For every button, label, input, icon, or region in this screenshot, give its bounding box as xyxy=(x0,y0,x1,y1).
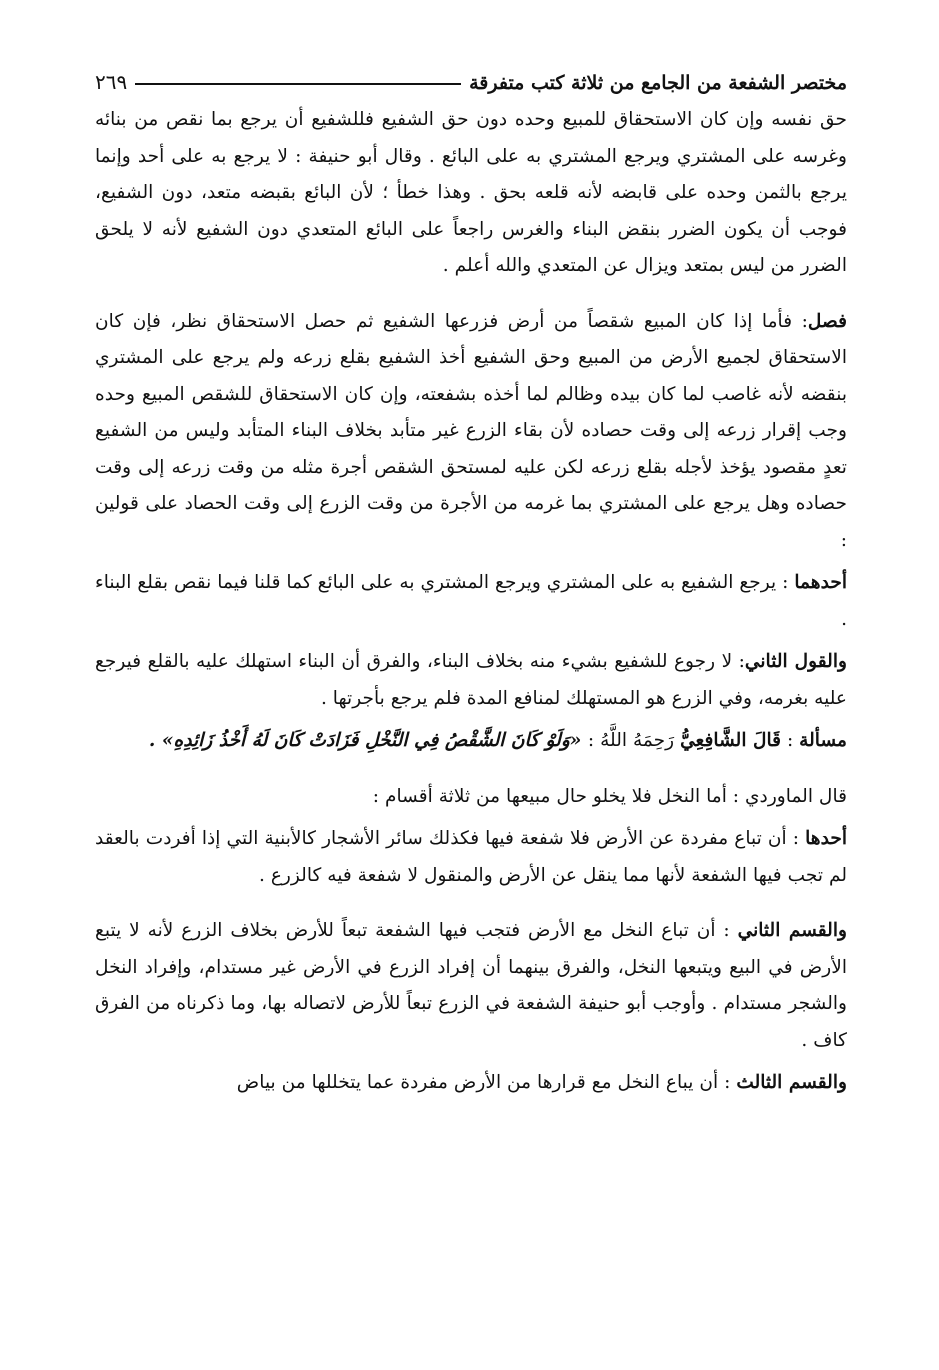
paragraph-3 xyxy=(95,565,847,638)
paragraph-text: : يرجع الشفيع به على المشتري ويرجع المشتري به على البائع كما قلنا فيما نقص بقلع البناء . xyxy=(95,572,847,630)
speaker-tail: رَحِمَهُ اللَّهُ : xyxy=(587,730,681,751)
paragraph-5-masala xyxy=(95,723,847,760)
section-lead: والقول الثاني xyxy=(744,651,847,672)
speaker-name: قَالَ الشَّافِعِيُّ xyxy=(680,730,782,751)
page-number: ٢٦٩ xyxy=(95,70,128,94)
paragraph-7 xyxy=(95,821,847,894)
quoted-text: «وَلَوْ كَانَ الشَّقْصُ فِي النَّخْلِ فَزَادَتْ كَانَ لَهُ أَخْذُ زَائِدِهِ» . xyxy=(148,730,588,751)
running-header-title: مختصر الشفعة من الجامع من ثلاثة كتب متفرقة xyxy=(469,72,847,94)
running-header xyxy=(95,56,847,94)
paragraph-text: قال الماوردي : أما النخل فلا يخلو حال مبيعها من ثلاثة أقسام : xyxy=(372,785,847,807)
section-lead-masala: مسألة xyxy=(799,730,847,751)
paragraph-text: : لا رجوع للشفيع بشيء منه بخلاف البناء، والفرق أن البناء استهلك عليه بالقلع فيرجع عليه بغرمه، وفي الزرع هو المستهلك لمنافع المدة فلم يرجع بأجرتها . xyxy=(95,651,847,709)
document-page xyxy=(95,56,847,1102)
section-lead: والقسم الثالث xyxy=(736,1072,847,1093)
header-rule xyxy=(135,83,461,85)
paragraph-8 xyxy=(95,913,847,1059)
paragraph-6 xyxy=(95,779,847,816)
section-lead: أحدها xyxy=(805,828,847,849)
paragraph-1 xyxy=(95,102,847,285)
paragraph-4 xyxy=(95,644,847,717)
section-lead-fasl: فصل xyxy=(807,310,847,332)
section-lead: والقسم الثاني xyxy=(737,920,847,941)
paragraph-text: : أن تباع مفردة عن الأرض فلا شفعة فيها فكذلك سائر الأشجار كالأبنية التي إذا أفردت بالعقد لم تجب فيها الشفعة لأنها مما ينقل عن الأرض والمنقول لا شفعة فيه كالزرع . xyxy=(95,828,847,886)
paragraph-text: : أن يباع النخل مع قرارها من الأرض مفردة عما يتخللها من بياض xyxy=(236,1072,731,1093)
section-lead: أحدهما xyxy=(794,572,847,593)
paragraph-text: : فأما إذا كان المبيع شقصاً من أرض فزرعها الشفيع ثم حصل الاستحقاق نظر، فإن كان الاستحقاق لجميع الأرض من المبيع وحق الشفيع أخذ الشفيع بقلع زرعه ولم يرجع على المشتري بنقضه لأنه غاصب لما كان بيده وظالم لما أخذه بشفعته، وإن كان الاستحقاق للشقص المبيع وحده وجب إقرار زرعه إلى وقت حصاده لأن بقاء الزرع غير متأبد بخلاف البناء المتأبد وليس من الشفيع تعدٍ مقصود يؤخذ لأجله بقلع زرعه لكن عليه لمستحق الشقص أجرة مثله من وقت زرعه إلى وقت حصاده وهل يرجع على المشتري بما غرمه من الأجرة من وقت الزرع إلى وقت الحصاد على قولين : xyxy=(95,310,847,551)
paragraph-2 xyxy=(95,304,847,560)
masala-intro: : xyxy=(781,730,800,751)
paragraph-9 xyxy=(95,1065,847,1102)
paragraph-text: حق نفسه وإن كان الاستحقاق للمبيع وحده دون حق الشفيع فللشفيع أن يرجع بما نقص من بنائه وغرسه على المشتري ويرجع المشتري به على البائع . وقال أبو حنيفة : لا يرجع به على أحد وإنما يرجع بالثمن وحده على قابضه لأنه قلعه بحق . وهذا خطأ ؛ لأن البائع بقبضه متعد، دون الشفيع، فوجب أن يكون الضرر بنقض البناء والغرس راجعاً على البائع المتعدي دون الشفيع لأنه لا يلحق الضرر من ليس بمتعد ويزال عن المتعدي والله أعلم . xyxy=(95,109,847,276)
paragraph-text: : أن تباع النخل مع الأرض فتجب فيها الشفعة تبعاً للأرض بخلاف الزرع لأنه لا يتبع الأرض في البيع ويتبعها النخل، والفرق بينهما أن إفراد الزرع في الأرض غير مستدام، وإفراد النخل والشجر مستدام . وأوجب أبو حنيفة الشفعة في الزرع تبعاً للأرض لاتصاله بها، وما ذكرناه من الفرق كاف . xyxy=(95,920,847,1051)
